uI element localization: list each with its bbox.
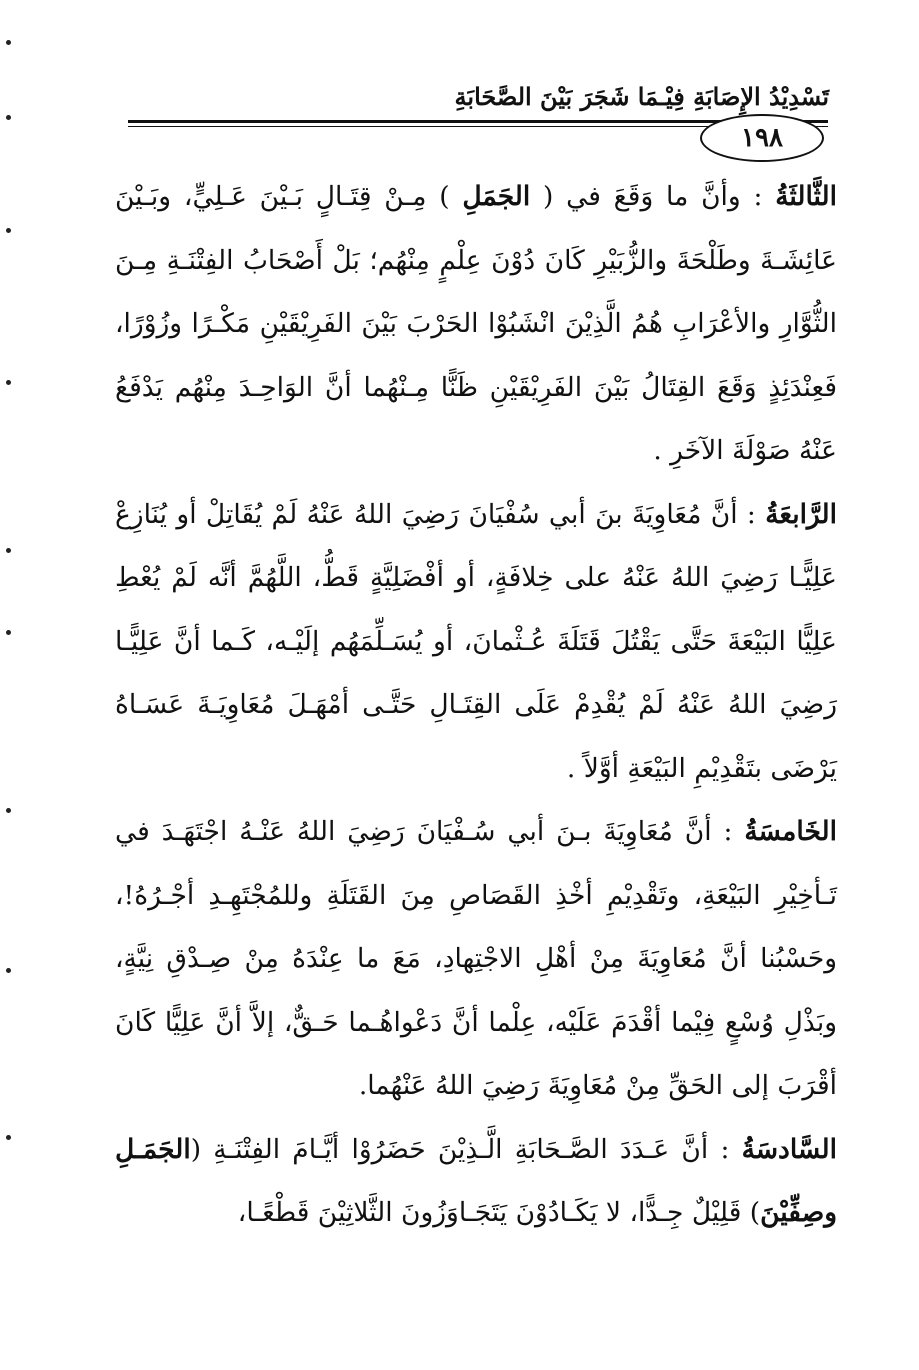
paragraph-text: : أنَّ مُعَاوِيَةَ بـنَ أبي سُـفْيَانَ رَضِيَ اللهُ عَنْـهُ اجْتَهَـدَ في تَـأخِيْرِ البَيْعَةِ، وتَقْدِيْمِ أخْذِ القَصَاصِ مِنَ القَتَلَةِ وللمُجْتَهِـدِ أجْـرُهُ!، وحَسْبُنا أنَّ مُعَاوِيَةَ مِنْ أهْلِ الاجْتِهادِ، مَعَ ما عِنْدَهُ مِنْ صِـدْقِ نِيَّةٍ، وبَذْلِ وُسْعٍ فِيْما أقْدَمَ عَلَيْه، عِلْما أنَّ دَعْواهُـما حَـقٌّ، إلاَّ أنَّ عَلِيًّا كَانَ أقْرَبَ إلى الحَقِّ مِنْ مُعَاوِيَةَ رَضِيَ اللهُ عَنْهُما. bbox=[115, 816, 837, 1101]
scan-artifact-dot bbox=[6, 228, 11, 233]
paragraph-heading: الخَامسَةُ bbox=[744, 816, 837, 847]
paragraph-fourth bbox=[115, 483, 837, 801]
paragraph-emphasis: الجَمَـلِ وصِفِّيْنَ bbox=[115, 1133, 837, 1228]
paragraph-text: ) مِـنْ قِتَـالٍ بَـيْنَ عَـلِيٍّ، وبَـيْنَ عَائِشَـةَ وطَلْحَةَ والزُّبَيْرِ كَانَ دُوْنَ عِلْمٍ مِنْهُم؛ بَلْ أَصْحَابُ الفِتْنَـةِ مِـنَ الثُّوَّارِ والأعْرَابِ هُمُ الَّذِيْنَ انْشَبُوْا الحَرْبَ بَيْنَ الفَرِيْقَيْنِ مَكْـرًا وزُوْرًا، فَعِنْدَئِذٍ وَقَعَ القِتَالُ بَيْنَ الفَرِيْقَيْنِ ظَنًّا مِـنْهُما أنَّ الوَاحِـدَ مِنْهُم يَدْفَعُ عَنْهُ صَوْلَةَ الآخَرِ . bbox=[115, 181, 837, 466]
scan-artifact-dot bbox=[6, 1135, 11, 1140]
scan-artifact-dot bbox=[6, 808, 11, 813]
scan-artifact-dot bbox=[6, 380, 11, 385]
scan-artifact-dot bbox=[6, 115, 11, 120]
paragraph-emphasis: الجَمَلِ bbox=[462, 181, 531, 212]
paragraph-text: : أنَّ مُعَاوِيَةَ بنَ أبي سُفْيَانَ رَضِيَ اللهُ عَنْهُ لَمْ يُقَاتِلْ أو يُنَازِعْ عَلِيًّـا رَضِيَ اللهُ عَنْهُ على خِلافَةٍ، أو أفْضَلِيَّةٍ قَطُّ، اللَّهُمَّ أنَّه لَمْ يُعْطِ عَلِيًّا البَيْعَةَ حَتَّى يَقْتُلَ قَتَلَةَ عُـثْمانَ، أو يُسَـلِّمَهُم إلَيْـه، كَـما أنَّ عَلِيًّـا رَضِيَ اللهُ عَنْهُ لَمْ يُقْدِمْ عَلَى القِتَـالِ حَتَّـى أمْهَـلَ مُعَاوِيَـةَ عَسَـاهُ يَرْضَى بتَقْدِيْمِ البَيْعَةِ أوَّلاً . bbox=[115, 498, 837, 784]
paragraph-fifth bbox=[115, 800, 837, 1118]
scan-artifact-dot bbox=[6, 968, 11, 973]
paragraph-heading: السَّادسَةُ bbox=[741, 1133, 837, 1165]
paragraph-text: ) قَلِيْلٌ جِـدًّا، لا يَكَـادُوْنَ يَتَجَـاوَزُونَ الثَّلاثِيْنَ قَطْعًـا، bbox=[237, 1197, 761, 1228]
body-text bbox=[115, 165, 837, 1245]
paragraph-third bbox=[115, 165, 837, 483]
running-header-title: تَسْدِيْدُ الإِصَابَةِ فِيْـمَا شَجَرَ بَيْنَ الصَّحَابَةِ bbox=[454, 82, 829, 111]
page-number: ١٩٨ bbox=[700, 114, 824, 162]
paragraph-heading: الثَّالثَةُ bbox=[775, 181, 837, 212]
scan-artifact-dot bbox=[6, 548, 11, 553]
scan-artifact-dot bbox=[6, 630, 11, 635]
scan-artifact-dot bbox=[6, 40, 11, 45]
paragraph-sixth bbox=[115, 1118, 837, 1245]
paragraph-text: : أنَّ عَـدَدَ الصَّـحَابَةِ الَّـذِيْنَ حَضَرُوْا أيَّـامَ الفِتْنَـةِ ( bbox=[190, 1133, 742, 1165]
paragraph-text: : وأنَّ ما وَقَعَ في ( bbox=[530, 181, 776, 212]
paragraph-heading: الرَّابعَةُ bbox=[765, 498, 837, 530]
